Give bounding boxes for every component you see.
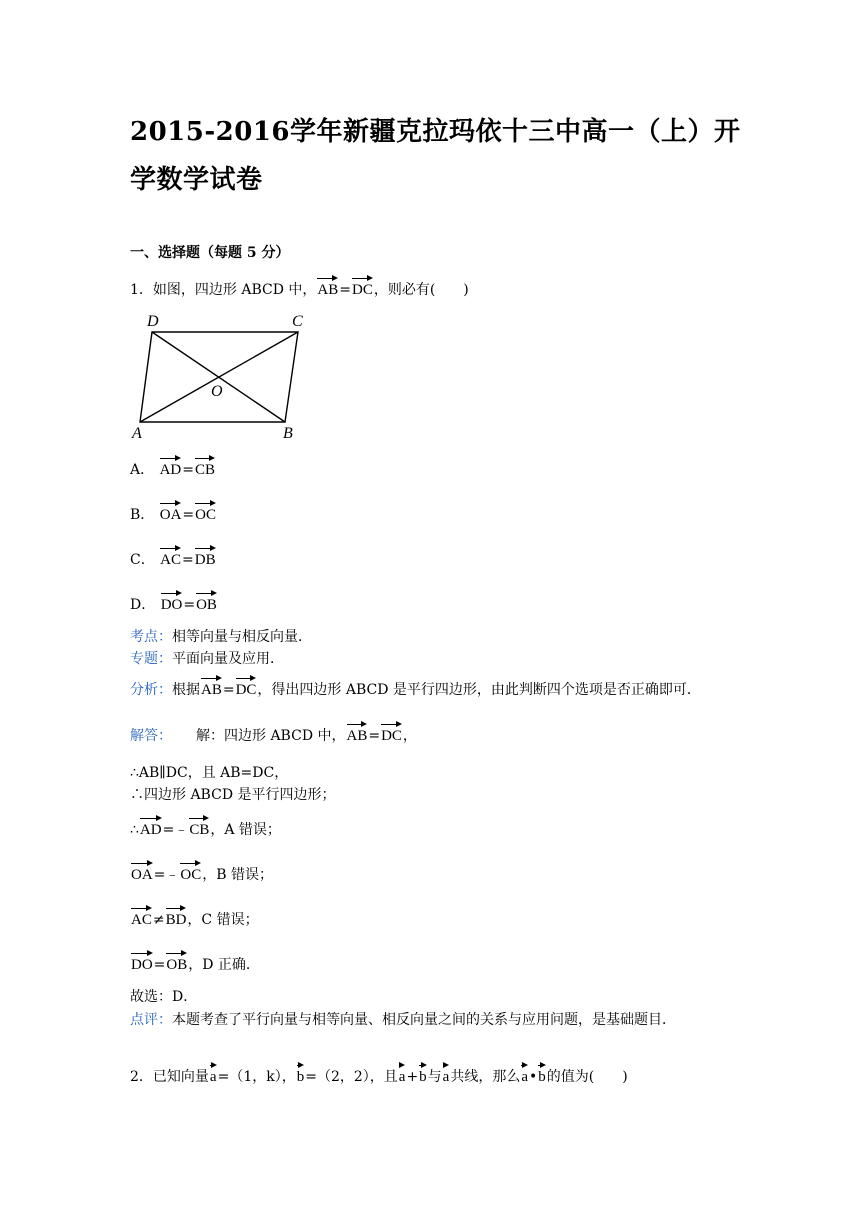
text: 共线，那么 bbox=[450, 1069, 521, 1085]
dianping-text: 本题考查了平行向量与相等向量、相反向量之间的关系与应用问题，是基础题目． bbox=[172, 1012, 676, 1028]
vector: OC bbox=[180, 861, 201, 883]
diagonal-ca bbox=[140, 332, 298, 422]
vector-b: b bbox=[419, 1063, 427, 1085]
dianping-line bbox=[130, 1009, 676, 1029]
zhuanti-label: 专题： bbox=[130, 651, 172, 667]
solution-step-d bbox=[130, 951, 260, 974]
relation: ≠ bbox=[152, 912, 165, 928]
option-d bbox=[130, 591, 218, 614]
vector: AB bbox=[201, 676, 222, 698]
jieda-line bbox=[130, 722, 417, 745]
zhuanti-text: 平面向量及应用． bbox=[172, 651, 284, 667]
relation: = bbox=[182, 552, 194, 568]
equals-sign: = bbox=[339, 282, 351, 298]
vertex-label-d: D bbox=[147, 313, 159, 330]
vector: OB bbox=[196, 591, 217, 613]
step-text: ，D 正确． bbox=[188, 957, 260, 973]
solution-line-1: ∴AB∥DC，且 AB=DC， bbox=[130, 765, 289, 781]
vector: AB bbox=[347, 722, 368, 744]
vector-a: a bbox=[210, 1063, 217, 1085]
zhuanti-line bbox=[130, 648, 284, 668]
vector: DC bbox=[236, 676, 257, 698]
question-number: 2． bbox=[130, 1069, 153, 1085]
text: + bbox=[406, 1069, 419, 1085]
option-letter: C． bbox=[130, 552, 155, 568]
text: =（2，2），且 bbox=[305, 1069, 398, 1085]
fenxi-label: 分析： bbox=[130, 682, 172, 698]
step-text: ，B 错误； bbox=[202, 867, 273, 883]
vector: DO bbox=[161, 591, 183, 613]
question-text-end: ，则必有( ) bbox=[373, 282, 469, 298]
question-number: 1． bbox=[130, 282, 153, 298]
solution-line-2: ∴四边形 ABCD 是平行四边形； bbox=[130, 787, 336, 803]
question-1-stem bbox=[130, 276, 469, 299]
vector: AD bbox=[160, 456, 182, 478]
section-heading: 一、选择题（每题 5 分） bbox=[130, 245, 290, 261]
jieda-label: 解答： bbox=[130, 728, 172, 744]
vector: OA bbox=[131, 861, 153, 883]
jieda-text: 解：四边形 ABCD 中， bbox=[196, 728, 346, 744]
solution-step-c bbox=[130, 906, 259, 929]
fenxi-text: 根据 bbox=[172, 682, 200, 698]
vertex-label-c: C bbox=[292, 313, 303, 330]
question-2-stem bbox=[130, 1063, 628, 1086]
relation: = bbox=[183, 597, 196, 613]
step-text: ，A 错误； bbox=[210, 822, 281, 838]
text: • bbox=[529, 1069, 538, 1085]
vector: AC bbox=[131, 906, 152, 928]
vector: OC bbox=[195, 501, 216, 523]
vector: OB bbox=[166, 951, 187, 973]
fenxi-text-end: ，得出四边形 ABCD 是平行四边形，由此判断四个选项是否正确即可． bbox=[257, 682, 701, 698]
jieda-text-end: ， bbox=[402, 728, 417, 744]
vertex-label-b: B bbox=[283, 425, 293, 440]
vector: OA bbox=[160, 501, 182, 523]
fenxi-line bbox=[130, 676, 701, 699]
option-letter: B． bbox=[130, 507, 155, 523]
relation: = bbox=[182, 507, 195, 523]
vector: CB bbox=[195, 456, 215, 478]
option-c bbox=[130, 546, 217, 569]
option-letter: A． bbox=[130, 462, 155, 478]
vector-ab: AB bbox=[317, 276, 338, 298]
therefore: ∴ bbox=[130, 822, 139, 838]
vector: AD bbox=[140, 816, 162, 838]
vector: BD bbox=[166, 906, 187, 928]
solution-step-b bbox=[130, 861, 273, 884]
vector: DB bbox=[195, 546, 216, 568]
equals-sign: = bbox=[368, 728, 381, 744]
text: 已知向量 bbox=[152, 1069, 209, 1085]
step-text: ，C 错误； bbox=[187, 912, 259, 928]
relation: =﹣ bbox=[162, 822, 189, 838]
vertex-label-a: A bbox=[132, 425, 142, 440]
answer-choice: 故选：D． bbox=[130, 989, 198, 1005]
vector: DO bbox=[131, 951, 153, 973]
center-label-o: O bbox=[211, 383, 223, 400]
option-letter: D． bbox=[130, 597, 156, 613]
vector-b: b bbox=[297, 1063, 305, 1085]
vector: DC bbox=[381, 722, 402, 744]
page-title: 2015-2016学年新疆克拉玛依十三中高一（上）开学数学试卷 bbox=[130, 117, 741, 195]
kaodian-text: 相等向量与相反向量． bbox=[172, 629, 312, 645]
question-text: 如图，四边形 ABCD 中， bbox=[152, 282, 317, 298]
vector-a: a bbox=[521, 1063, 528, 1085]
kaodian-line bbox=[130, 626, 312, 646]
relation: = bbox=[182, 462, 194, 478]
text: =（1，k）， bbox=[217, 1069, 296, 1085]
dianping-label: 点评： bbox=[130, 1012, 172, 1028]
equals-sign: = bbox=[222, 682, 235, 698]
option-b bbox=[130, 501, 217, 524]
relation: =﹣ bbox=[153, 867, 180, 883]
relation: = bbox=[153, 957, 166, 973]
text: 与 bbox=[427, 1069, 442, 1085]
parallelogram-figure bbox=[130, 310, 310, 440]
vector: AC bbox=[160, 546, 181, 568]
vector-a: a bbox=[399, 1063, 406, 1085]
option-a bbox=[130, 456, 216, 479]
vector-a: a bbox=[443, 1063, 450, 1085]
kaodian-label: 考点： bbox=[130, 629, 172, 645]
solution-step-a bbox=[130, 816, 281, 839]
vector-dc: DC bbox=[352, 276, 373, 298]
vector-b: b bbox=[538, 1063, 546, 1085]
text: 的值为( ) bbox=[546, 1069, 628, 1085]
vector: CB bbox=[189, 816, 209, 838]
